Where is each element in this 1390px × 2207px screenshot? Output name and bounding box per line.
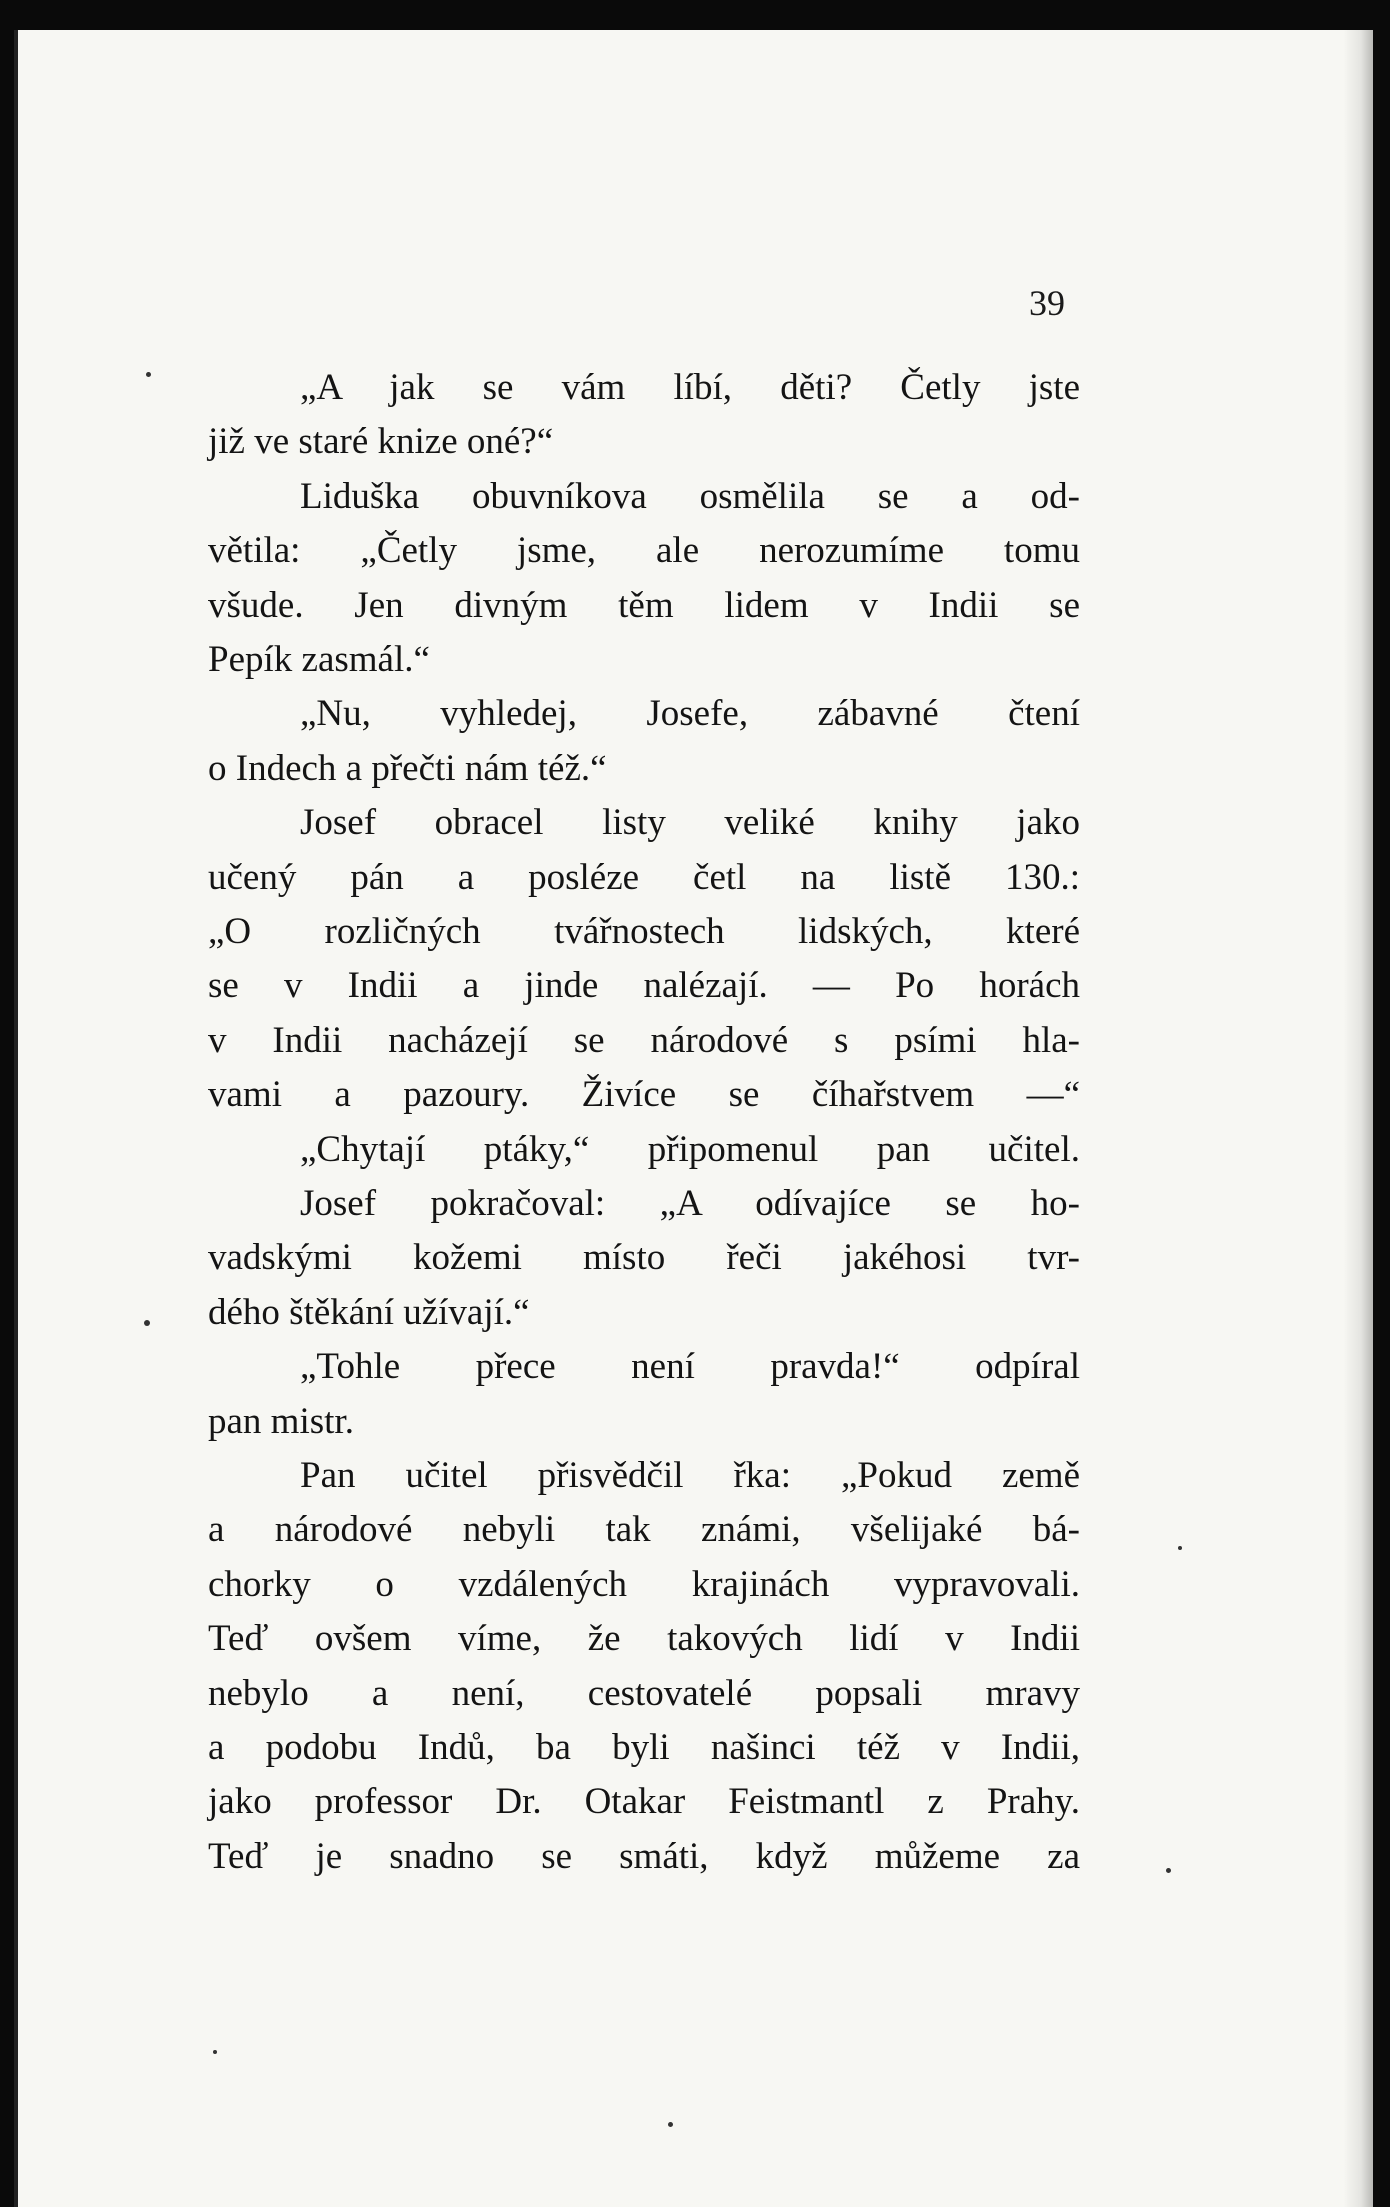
text-line: dého štěkání užívají.“ — [208, 1291, 530, 1333]
text-line: a národové nebyli tak známi, všelijaké bá- — [208, 1509, 1080, 1551]
text-line: vadskými kožemi místo řeči jakéhosi tvr- — [208, 1237, 1080, 1279]
print-speck — [146, 372, 151, 377]
text-line: pan mistr. — [208, 1400, 354, 1442]
text-line: chorky o vzdálených krajinách vypravovali. — [208, 1563, 1080, 1605]
text-line: již ve staré knize oné?“ — [208, 421, 554, 463]
text-line: „Nu, vyhledej, Josefe, zábavné čtení — [300, 693, 1080, 735]
text-line: a podobu Indů, ba byli našinci též v Indii, — [208, 1727, 1080, 1768]
text-line: Pepík zasmál.“ — [208, 639, 430, 680]
text-line: větila: „Četly jsme, ale nerozumíme tomu — [208, 530, 1080, 572]
text-line: Teď je snadno se smáti, když můžeme za — [208, 1835, 1080, 1877]
print-speck — [213, 2050, 217, 2054]
text-line: se v Indii a jinde nalézají. — Po horách — [208, 965, 1080, 1007]
text-line: „Tohle přece není pravda!“ odpíral — [300, 1346, 1080, 1388]
text-line: o Indech a přečti nám též.“ — [208, 747, 607, 789]
page-number: 39 — [1029, 283, 1065, 323]
print-speck — [1178, 1546, 1182, 1550]
text-line: všude. Jen divným těm lidem v Indii se — [208, 584, 1080, 626]
text-line: učený pán a posléze četl na listě 130.: — [208, 856, 1080, 898]
page-edge-shadow — [1343, 30, 1373, 2207]
text-line: Liduška obuvníkova osmělila se a od- — [300, 475, 1080, 517]
text-line: vami a pazoury. Živíce se číhařstvem —“ — [208, 1074, 1080, 1116]
text-line: Josef obracel listy veliké knihy jako — [300, 802, 1080, 844]
print-speck — [668, 2122, 673, 2127]
text-line: „A jak se vám líbí, děti? Četly jste — [300, 367, 1080, 408]
print-speck — [1166, 1868, 1171, 1873]
text-line: jako professor Dr. Otakar Feistmantl z Prahy. — [208, 1781, 1080, 1823]
text-line: Josef pokračoval: „A odívajíce se ho- — [300, 1183, 1080, 1224]
print-speck — [144, 1320, 150, 1326]
text-line: Teď ovšem víme, že takových lidí v Indii — [208, 1618, 1080, 1660]
book-page — [14, 30, 1373, 2207]
text-line: „O rozličných tvářnostech lidských, které — [208, 911, 1080, 952]
text-line: Pan učitel přisvědčil řka: „Pokud země — [300, 1455, 1080, 1496]
text-line: „Chytají ptáky,“ připomenul pan učitel. — [300, 1128, 1080, 1170]
text-line: v Indii nacházejí se národové s psími hla- — [208, 1019, 1080, 1061]
text-line: nebylo a není, cestovatelé popsali mravy — [208, 1672, 1080, 1714]
